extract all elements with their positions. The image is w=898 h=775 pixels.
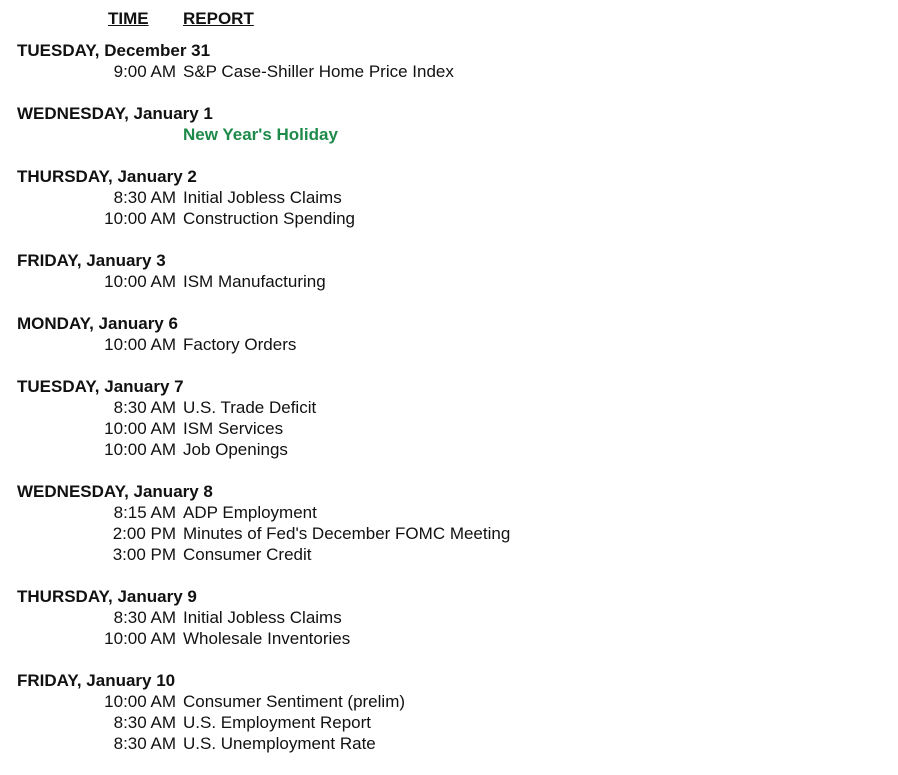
event-row [0,271,898,292]
event-report: Consumer Credit [183,545,312,564]
event-time: 10:00 AM [104,272,176,291]
event-report: Factory Orders [183,335,297,354]
day-section [0,103,898,145]
day-title: WEDNESDAY, January 8 [17,482,213,501]
event-report: Job Openings [183,440,288,459]
event-row [0,502,898,523]
day-section [0,586,898,649]
day-section [0,376,898,460]
event-report: ISM Manufacturing [183,272,326,291]
event-row [0,439,898,460]
day-title: THURSDAY, January 2 [17,167,197,186]
day-section [0,481,898,565]
time-column-header: TIME [108,9,149,28]
day-section [0,313,898,355]
event-time: 9:00 AM [113,62,176,81]
event-report: ISM Services [183,419,284,438]
event-row [0,712,898,733]
event-row [0,733,898,754]
event-row [0,523,898,544]
event-row [0,397,898,418]
event-time: 3:00 PM [112,545,176,564]
event-report: Minutes of Fed's December FOMC Meeting [183,524,511,543]
event-report: Consumer Sentiment (prelim) [183,692,406,711]
event-row [0,334,898,355]
event-time: 8:30 AM [113,188,176,207]
column-header [0,8,898,29]
day-title: TUESDAY, December 31 [17,41,211,60]
event-time: 10:00 AM [104,419,176,438]
event-time: 10:00 AM [104,209,176,228]
event-time: 10:00 AM [104,692,176,711]
day-section [0,40,898,82]
day-title: FRIDAY, January 10 [17,671,176,690]
event-report: Construction Spending [183,209,356,228]
day-section [0,166,898,229]
event-time: 8:30 AM [113,713,176,732]
event-row [0,607,898,628]
day-section [0,670,898,754]
day-title: THURSDAY, January 9 [17,587,197,606]
event-row [0,61,898,82]
event-row [0,544,898,565]
day-list [0,40,898,775]
event-time: 10:00 AM [104,629,176,648]
event-time: 2:00 PM [112,524,176,543]
event-report: ADP Employment [183,503,317,522]
day-section [0,250,898,292]
event-time: 8:30 AM [113,734,176,753]
event-time: 10:00 AM [104,335,176,354]
holiday-row [0,124,898,145]
holiday-label: New Year's Holiday [183,125,338,144]
day-title: TUESDAY, January 7 [17,377,184,396]
event-time: 10:00 AM [104,440,176,459]
event-row [0,208,898,229]
day-title: MONDAY, January 6 [17,314,178,333]
day-title: FRIDAY, January 3 [17,251,166,270]
event-report: Wholesale Inventories [183,629,351,648]
event-row [0,187,898,208]
event-row [0,628,898,649]
event-row [0,418,898,439]
event-report: Initial Jobless Claims [183,188,342,207]
event-time: 8:30 AM [113,608,176,627]
event-report: Initial Jobless Claims [183,608,342,627]
day-title: WEDNESDAY, January 1 [17,104,213,123]
event-report: S&P Case-Shiller Home Price Index [183,62,454,81]
event-report: U.S. Unemployment Rate [183,734,376,753]
event-time: 8:30 AM [113,398,176,417]
report-column-header: REPORT [183,9,254,28]
event-row [0,691,898,712]
event-report: U.S. Employment Report [183,713,372,732]
event-time: 8:15 AM [113,503,176,522]
event-report: U.S. Trade Deficit [183,398,317,417]
